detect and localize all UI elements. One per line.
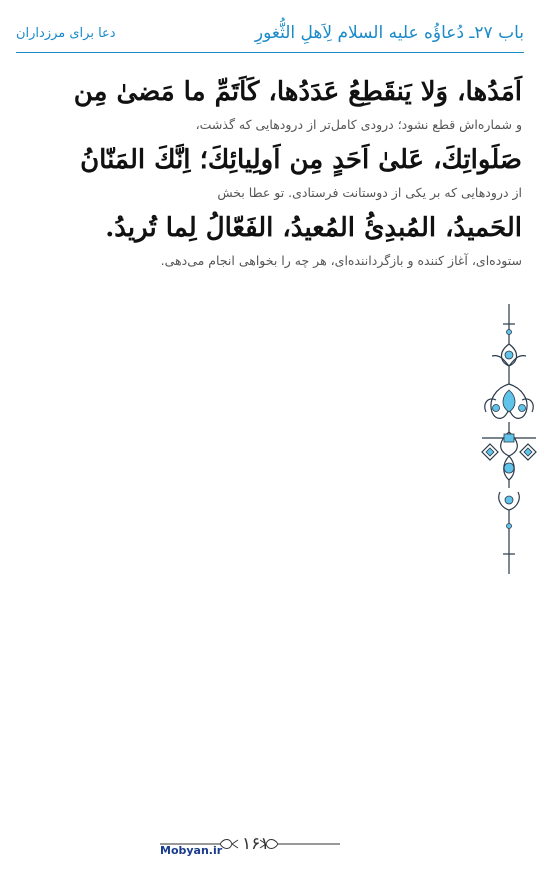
- page-header: [16, 18, 524, 48]
- header-divider: [16, 52, 524, 53]
- translation-line-1: و شماره‌اش قطع نشود؛ درودی کامل‌تر از درودهایی که گذشت،: [195, 117, 522, 132]
- arabic-line-3: الحَميدُ، المُبدِئُ المُعيدُ، الفَعّالُ لِما تُريدُ.: [105, 213, 522, 243]
- arabic-line-1: اَمَدُها، وَلا يَنقَطِعُ عَدَدُها، كَاَتَمِّ ما مَضىٰ مِن: [73, 77, 522, 107]
- margin-ornament-icon: [478, 304, 540, 574]
- arabic-line-2: صَلَواتِكَ، عَلىٰ اَحَدٍ مِن اَولِيائِكَ؛ اِنَّكَ المَنّانُ: [80, 145, 522, 175]
- page-footer: [150, 832, 350, 862]
- page-number: ۱۶۱: [242, 834, 270, 854]
- site-watermark: Mobyan.ir: [160, 844, 223, 857]
- page-subtitle: دعا برای مرزداران: [16, 25, 116, 41]
- translation-line-2: از درودهایی که بر یکی از دوستانت فرستادی. تو عطا بخش: [217, 185, 522, 200]
- chapter-title: باب ۲۷ـ دُعاؤُه علیه السلام لِاَهلِ الثُّغورِ: [254, 23, 524, 43]
- main-text: [18, 70, 522, 274]
- translation-line-3: ستوده‌ای، آغاز کننده و بازگرداننده‌ای، هر چه را بخواهی انجام می‌دهی.: [160, 253, 522, 268]
